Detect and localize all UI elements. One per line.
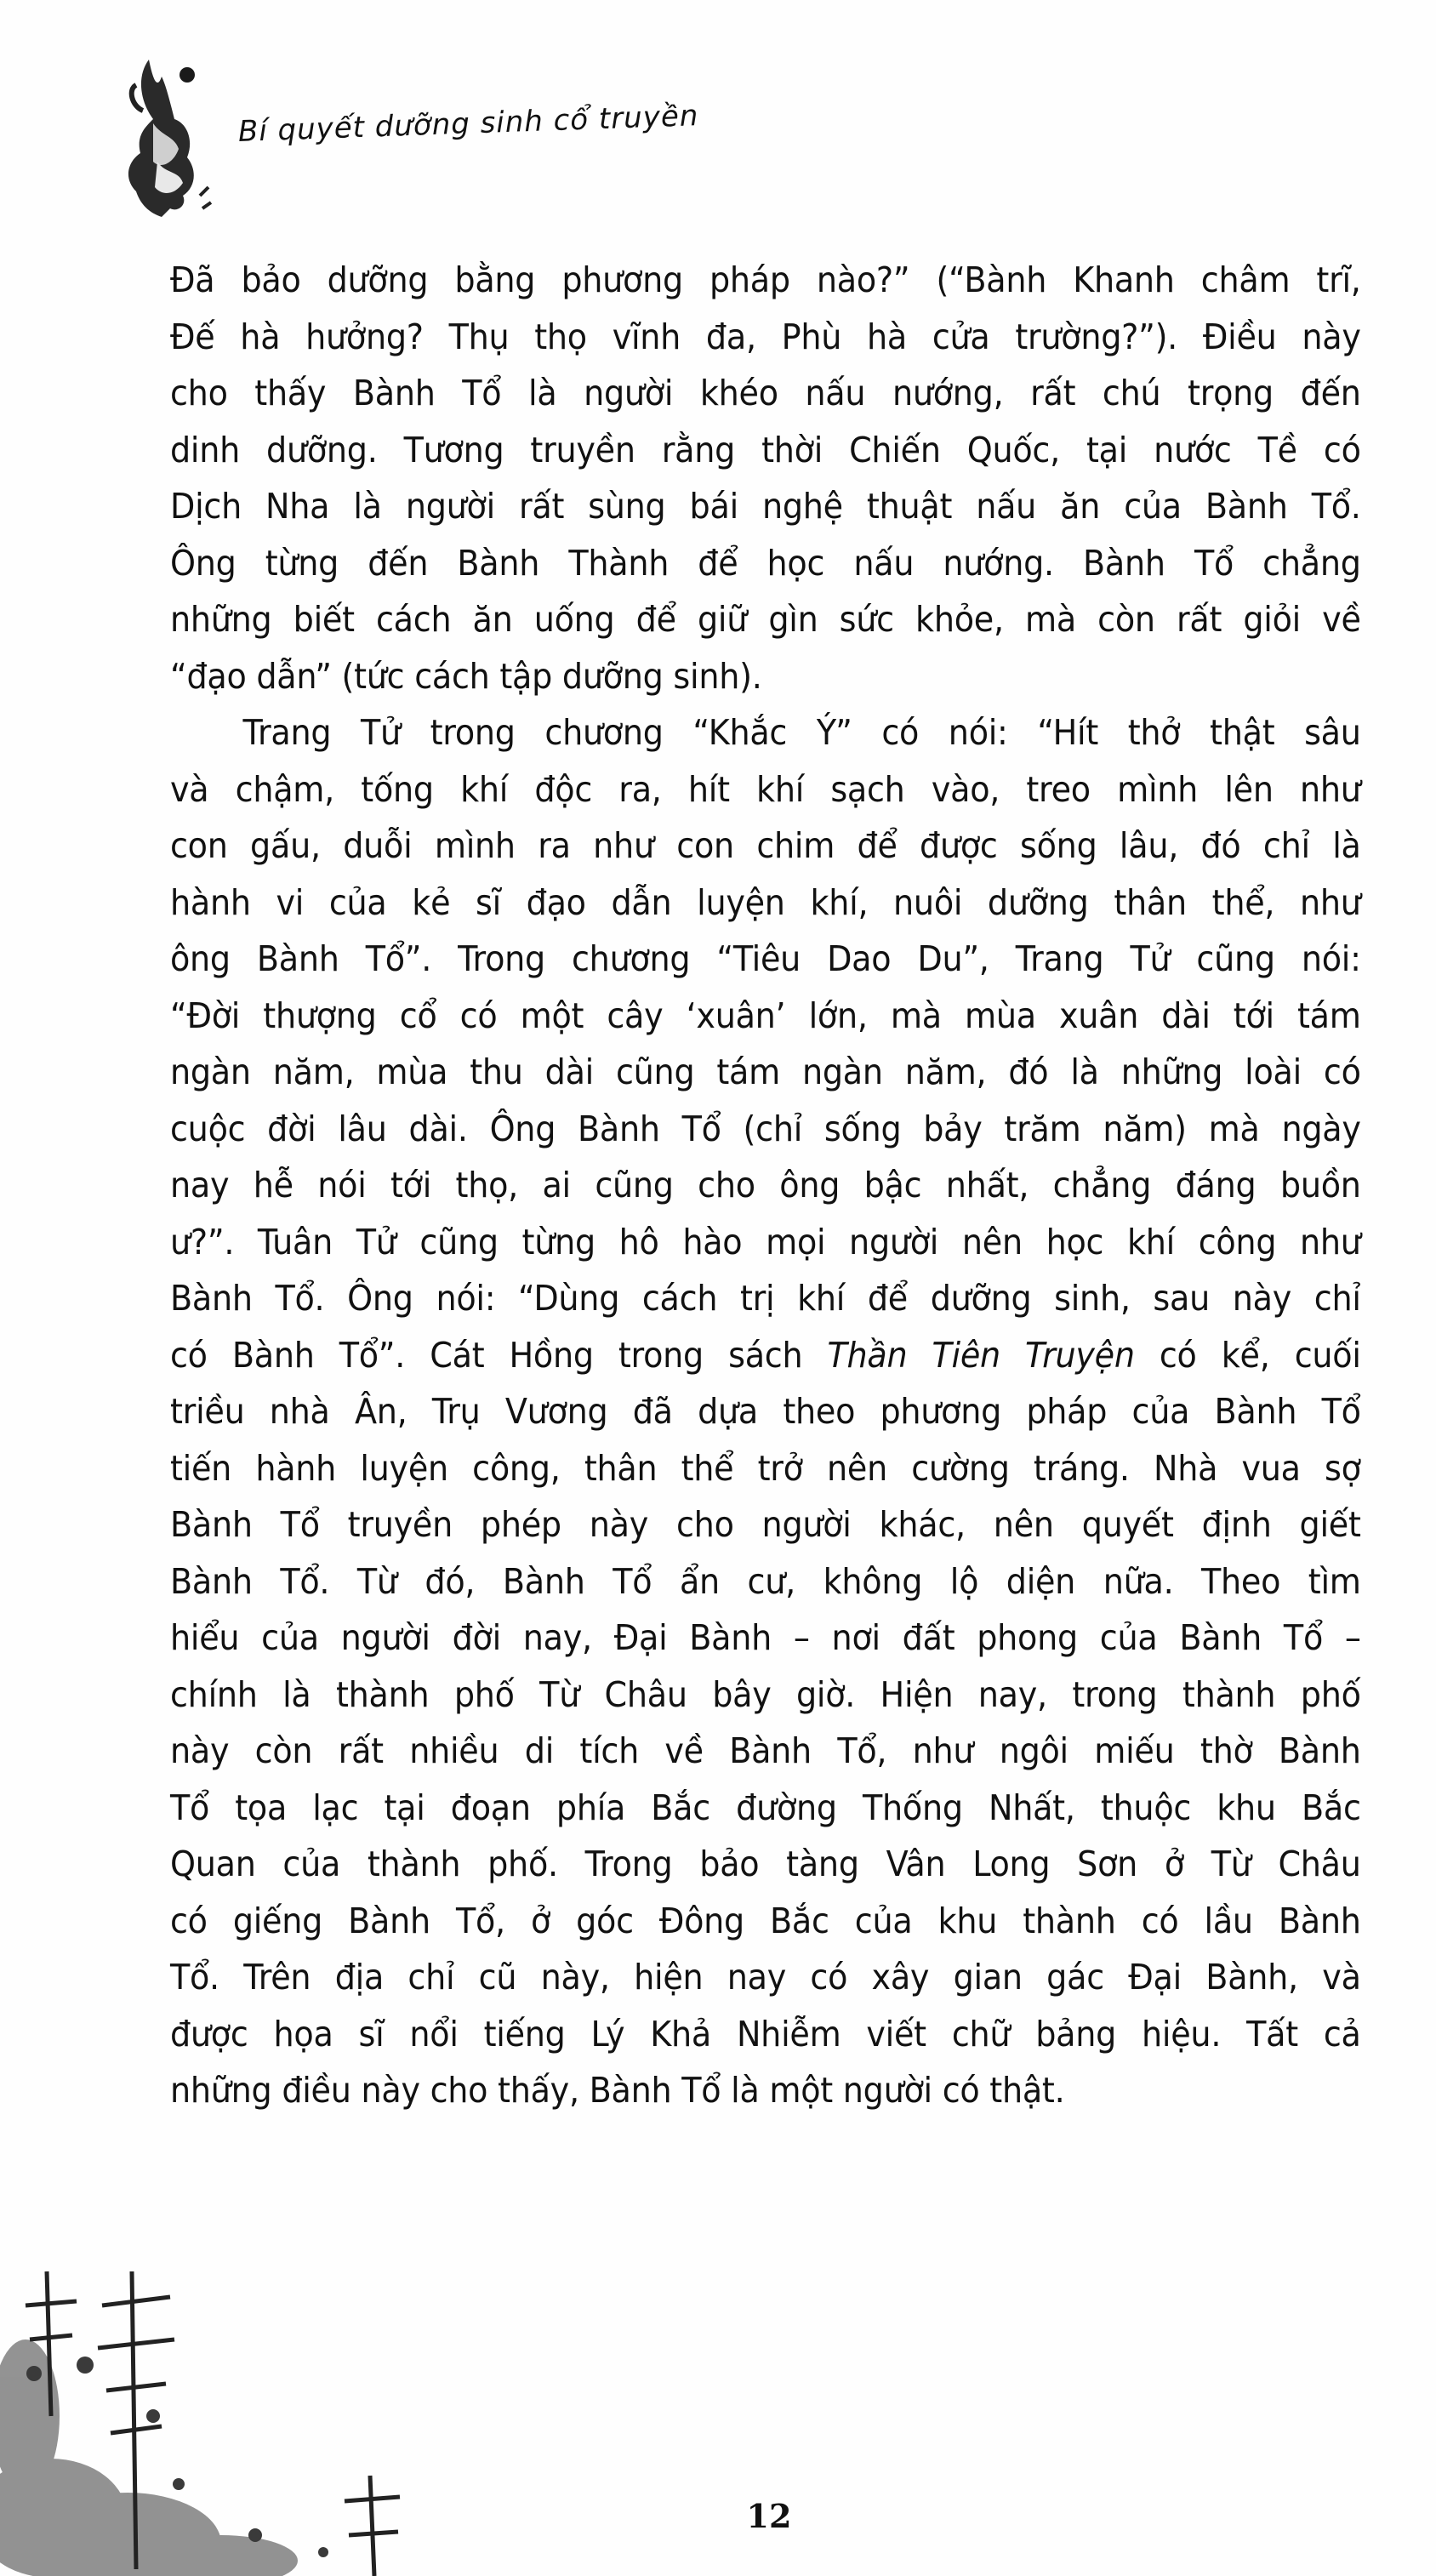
text-line: hiểu của người đời nay, Đại Bành – nơi đất phong của Bành Tổ – (170, 1617, 1361, 1658)
text-line: được họa sĩ nổi tiếng Lý Khả Nhiễm viết chữ bảng hiệu. Tất cả (170, 2013, 1361, 2055)
text-line: cuộc đời lâu dài. Ông Bành Tổ (chỉ sống bảy trăm năm) mà ngày (170, 1108, 1361, 1149)
text-line: những biết cách ăn uống để giữ gìn sức khỏe, mà còn rất giỏi về (170, 599, 1361, 640)
text-line: có giếng Bành Tổ, ở góc Đông Bắc của khu thành có lầu Bành (170, 1900, 1361, 1941)
book-title-italic: Thần Tiên Truyện (827, 1334, 1135, 1376)
text-line: Bành Tổ truyền phép này cho người khác, nên quyết định giết (170, 1504, 1361, 1545)
text-line: Quan của thành phố. Trong bảo tàng Vân Long Sơn ở Từ Châu (170, 1844, 1361, 1884)
text-line: chính là thành phố Từ Châu bây giờ. Hiện nay, trong thành phố (170, 1673, 1361, 1715)
text-fragment: có Bành Tổ”. Cát Hồng trong sách (170, 1334, 828, 1376)
book-title: Bí quyết dưỡng sinh cổ truyền (237, 99, 699, 149)
text-line: Bành Tổ. Từ đó, Bành Tổ ẩn cư, không lộ diện nữa. Theo tìm (170, 1560, 1361, 1602)
body-text (170, 252, 1361, 2119)
text-line: Dịch Nha là người rất sùng bái nghệ thuật nấu ăn của Bành Tổ. (170, 486, 1361, 527)
text-line: “đạo dẫn” (tức cách tập dưỡng sinh). (170, 655, 762, 697)
text-line: cho thấy Bành Tổ là người khéo nấu nướng, rất chú trọng đến (170, 373, 1361, 413)
text-line: Trang Tử trong chương “Khắc Ý” có nói: “Hít thở thật sâu (242, 712, 1361, 753)
text-line: triều nhà Ân, Trụ Vương đã dựa theo phương pháp của Bành Tổ (170, 1391, 1361, 1432)
text-line: “Đời thượng cổ có một cây ‘xuân’ lớn, mà mùa xuân dài tới tám (170, 994, 1361, 1036)
text-fragment: có kể, cuối (1134, 1334, 1361, 1376)
text-line: những điều này cho thấy, Bành Tổ là một người có thật. (170, 2070, 1065, 2111)
text-line: hành vi của kẻ sĩ đạo dẫn luyện khí, nuôi dưỡng thân thể, như (170, 881, 1361, 923)
text-line: ư?”. Tuân Tử cũng từng hô hào mọi người nên học khí công như (170, 1221, 1361, 1262)
text-line: tiến hành luyện công, thân thể trở nên cường tráng. Nhà vua sợ (170, 1447, 1361, 1489)
text-line: Tổ. Trên địa chỉ cũ này, hiện nay có xây gian gác Đại Bành, và (170, 1957, 1361, 1998)
text-line: Bành Tổ. Ông nói: “Dùng cách trị khí để dưỡng sinh, sau này chỉ (170, 1278, 1361, 1319)
text-line: con gấu, duỗi mình ra như con chim để được sống lâu, đó chỉ là (170, 825, 1361, 866)
text-line: Tổ tọa lạc tại đoạn phía Bắc đường Thống Nhất, thuộc khu Bắc (170, 1787, 1361, 1828)
ink-figure-icon (102, 43, 221, 221)
paragraph-2 (170, 704, 1361, 2119)
text-line: và chậm, tống khí độc ra, hít khí sạch vào, treo mình lên như (170, 768, 1361, 810)
text-line-with-italic (170, 1327, 1361, 1384)
text-line: ông Bành Tổ”. Trong chương “Tiêu Dao Du”, Trang Tử cũng nói: (170, 938, 1361, 979)
text-line: ngàn năm, mùa thu dài cũng tám ngàn năm, đó là những loài có (170, 1051, 1361, 1092)
paragraph-1 (170, 252, 1361, 704)
text-line: dinh dưỡng. Tương truyền rằng thời Chiến Quốc, tại nước Tề có (170, 429, 1361, 470)
text-line: Đế hà hưởng? Thụ thọ vĩnh đa, Phù hà cửa trường?”). Điều này (170, 316, 1361, 357)
running-header (102, 34, 783, 221)
page-number: 12 (746, 2497, 792, 2535)
text-line: nay hễ nói tới thọ, ai cũng cho ông bậc nhất, chẳng đáng buồn (170, 1165, 1361, 1205)
text-line: này còn rất nhiều di tích về Bành Tổ, như ngôi miếu thờ Bành (170, 1730, 1361, 1771)
text-line: Đã bảo dưỡng bằng phương pháp nào?” (“Bành Khanh châm trĩ, (170, 259, 1361, 300)
text-line: Ông từng đến Bành Thành để học nấu nướng. Bành Tổ chẳng (170, 542, 1361, 584)
